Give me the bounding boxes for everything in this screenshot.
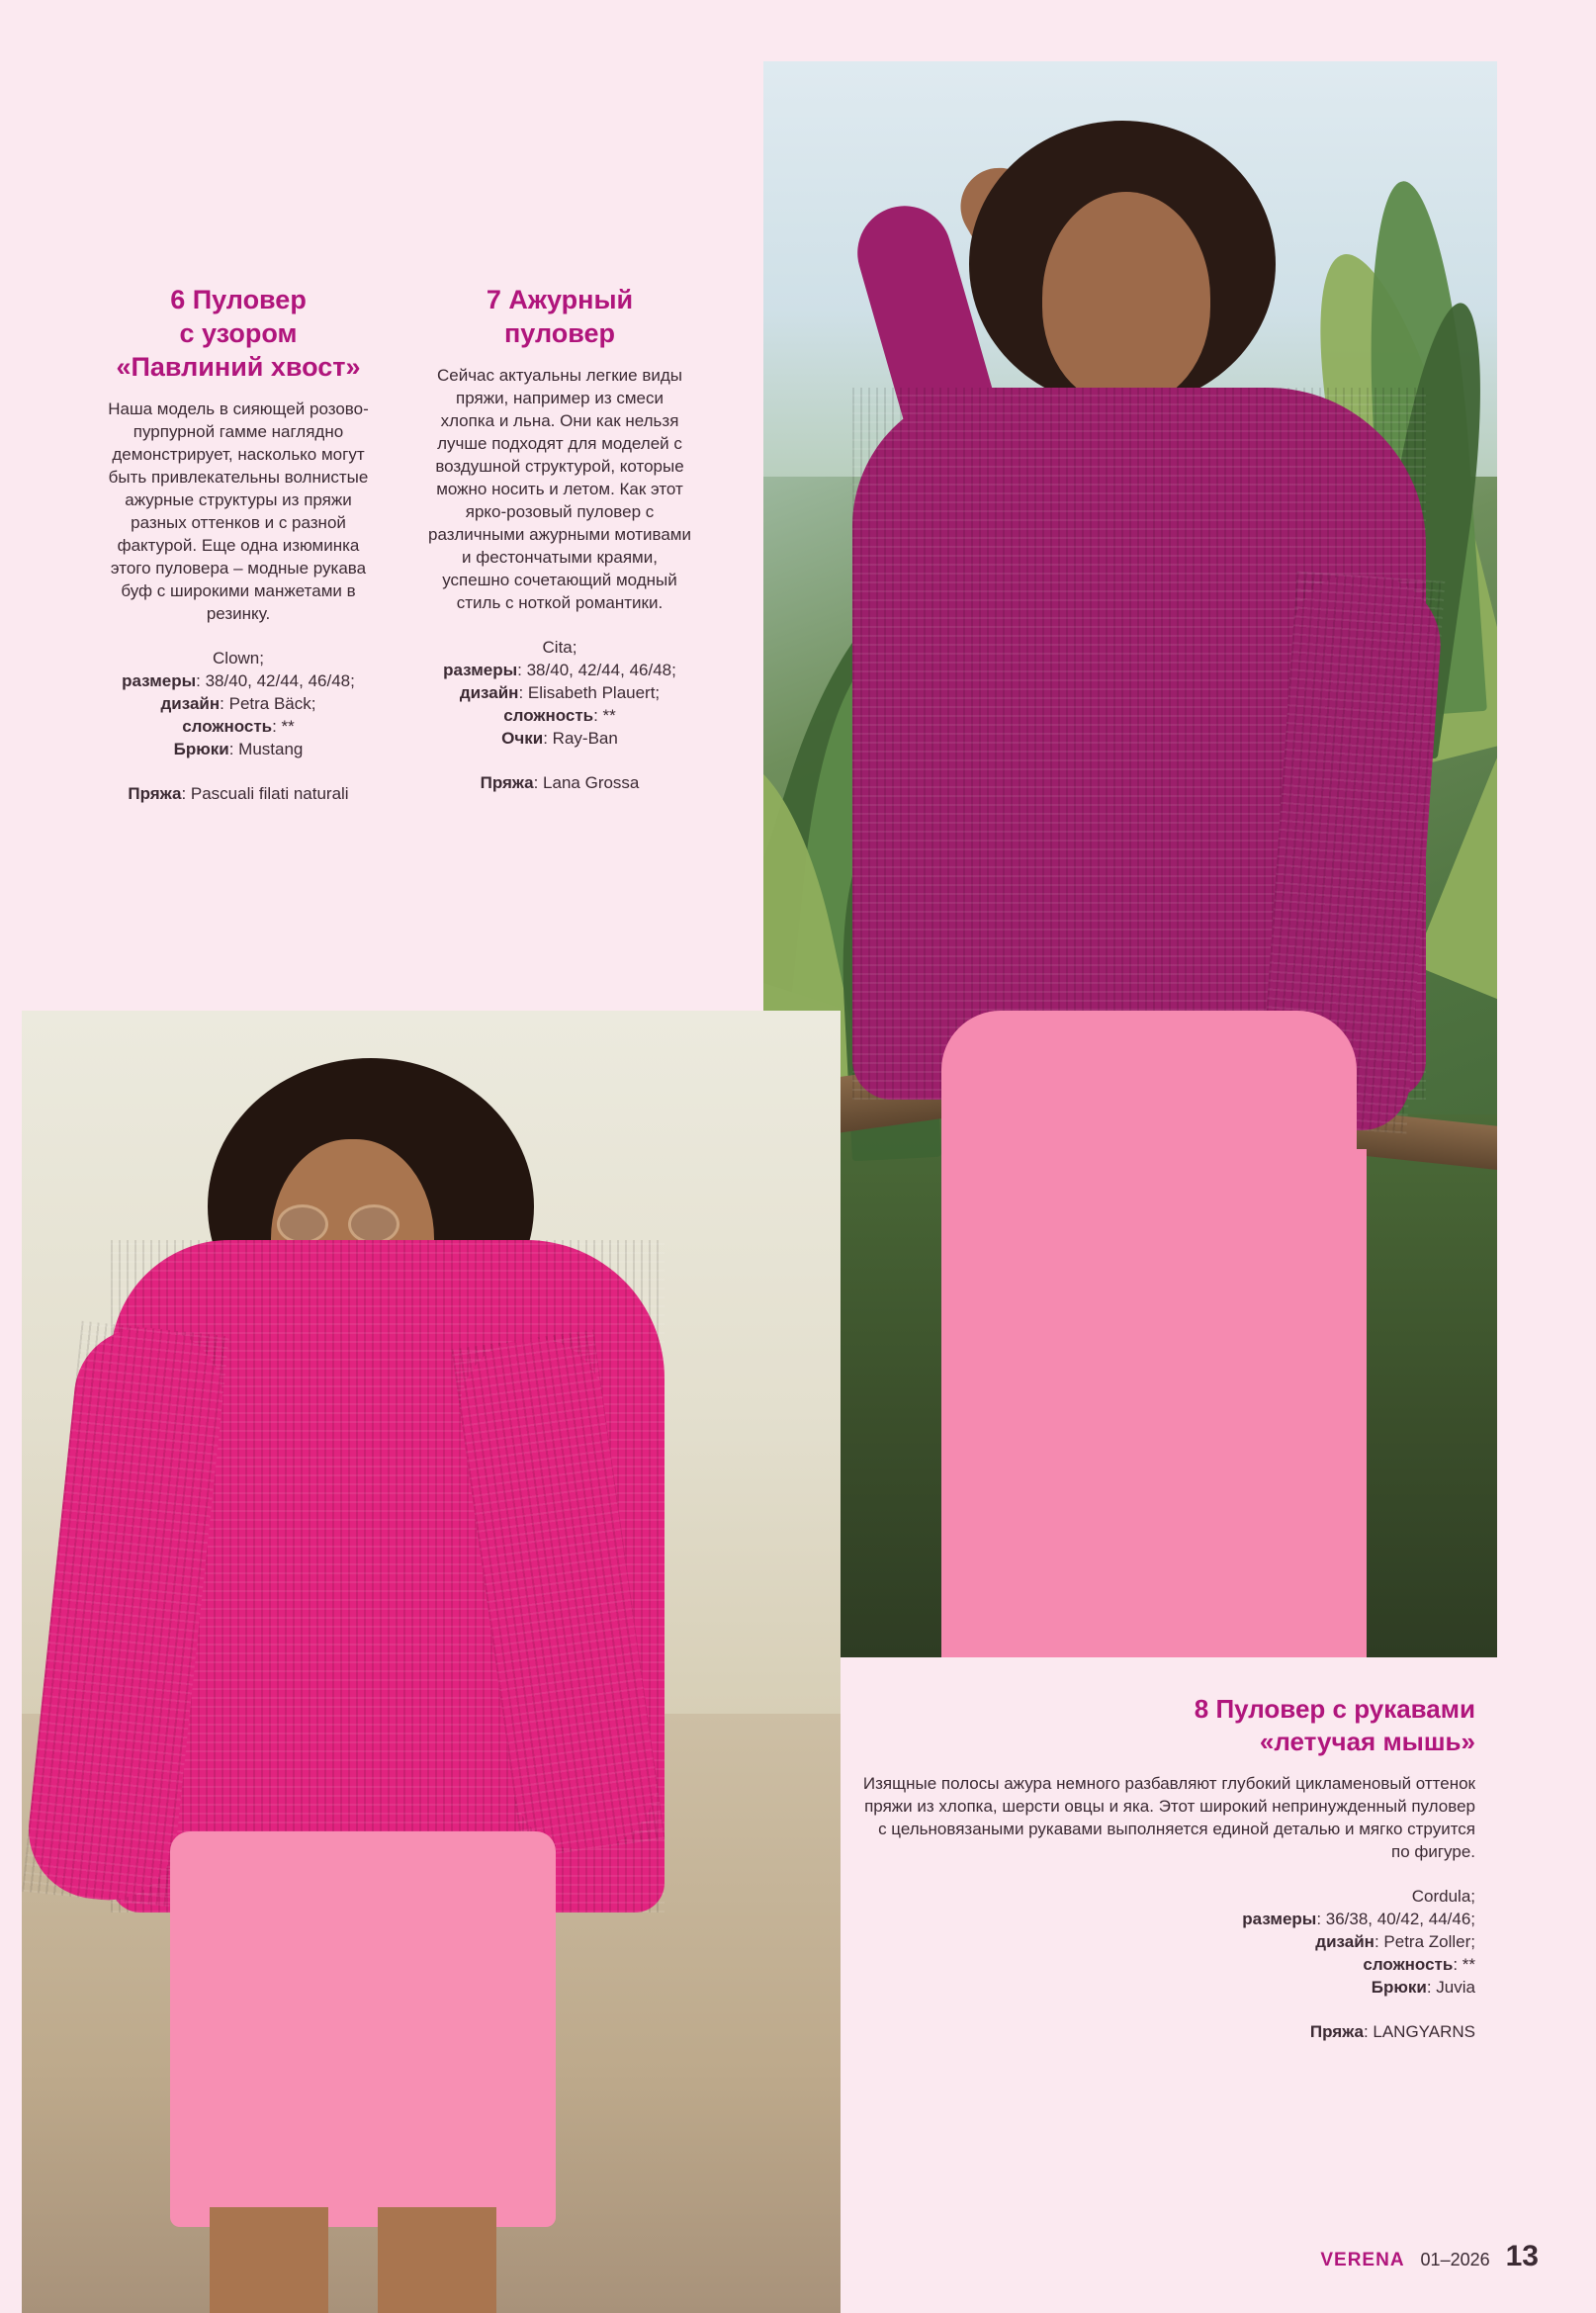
photo-model-magenta-sweater xyxy=(22,1011,841,2313)
article-6-meta: Clown; размеры: 38/40, 42/44, 46/48; дизайн: Petra Bäck; сложность: ** Брюки: Mustang xyxy=(122,649,355,758)
pink-shorts xyxy=(170,1831,556,2227)
model-leg-right xyxy=(378,2207,496,2313)
issue-number: 01–2026 xyxy=(1420,2250,1490,2269)
page-footer xyxy=(1320,2240,1539,2273)
page-number: 13 xyxy=(1505,2240,1539,2272)
article-7-yarn: Пряжа: Lana Grossa xyxy=(480,773,640,792)
pink-trousers-leg xyxy=(1159,1149,1367,1657)
article-8-body: Изящные полосы ажура немного разбавляют глубокий цикламеновый оттенок пряжи из хлопка, шерсти овцы и яка. Этот широкий непринужденный пуловер с цельновязаными рукавами выполняется единой деталью и мягко струится по фигуре. xyxy=(862,1774,1475,1861)
model-face xyxy=(1042,192,1210,404)
article-7 xyxy=(427,283,692,794)
article-6-yarn: Пряжа: Pascuali filati naturali xyxy=(128,784,349,803)
article-7-title: 7 Ажурный пуловер xyxy=(486,285,634,348)
article-6-body: Наша модель в сияющей розово-пурпурной гамме наглядно демонстрирует, насколько могут быть привлекательны волнистые ажурные структуры из пряжи разных оттенков и с разной фактурой. Еще одна изюминка этого пуловера – модные рукава буф с широкими манжетами в резинку. xyxy=(108,400,369,623)
article-7-body: Сейчас актуальны легкие виды пряжи, например из смеси хлопка и льна. Они как нельзя лучше подходят для моделей с воздушной структурой, которые можно носить и летом. Как этот ярко-розовый пуловер с различными ажурными мотивами и фестончатыми краями, успешно сочетающий модный стиль с ноткой романтики. xyxy=(428,366,691,612)
article-8-meta: Cordula; размеры: 36/38, 40/42, 44/46; дизайн: Petra Zoller; сложность: ** Брюки: Juvia xyxy=(1242,1887,1475,1997)
article-8-yarn: Пряжа: LANGYARNS xyxy=(1309,2022,1475,2041)
model-leg-left xyxy=(210,2207,328,2313)
article-7-meta: Cita; размеры: 38/40, 42/44, 46/48; дизайн: Elisabeth Plauert; сложность: ** Очки: Ray-Ban xyxy=(443,638,676,748)
article-8 xyxy=(862,1693,1475,2043)
sunglasses-lens-left xyxy=(277,1204,328,1244)
article-6 xyxy=(95,283,382,805)
sunglasses-lens-right xyxy=(348,1204,399,1244)
magazine-brand: VERENA xyxy=(1320,2250,1405,2270)
article-8-title: 8 Пуловер с рукавами «летучая мышь» xyxy=(1194,1694,1475,1756)
photo-model-purple-sweater xyxy=(763,61,1497,1657)
article-6-title: 6 Пуловер с узором «Павлиний хвост» xyxy=(116,285,361,382)
